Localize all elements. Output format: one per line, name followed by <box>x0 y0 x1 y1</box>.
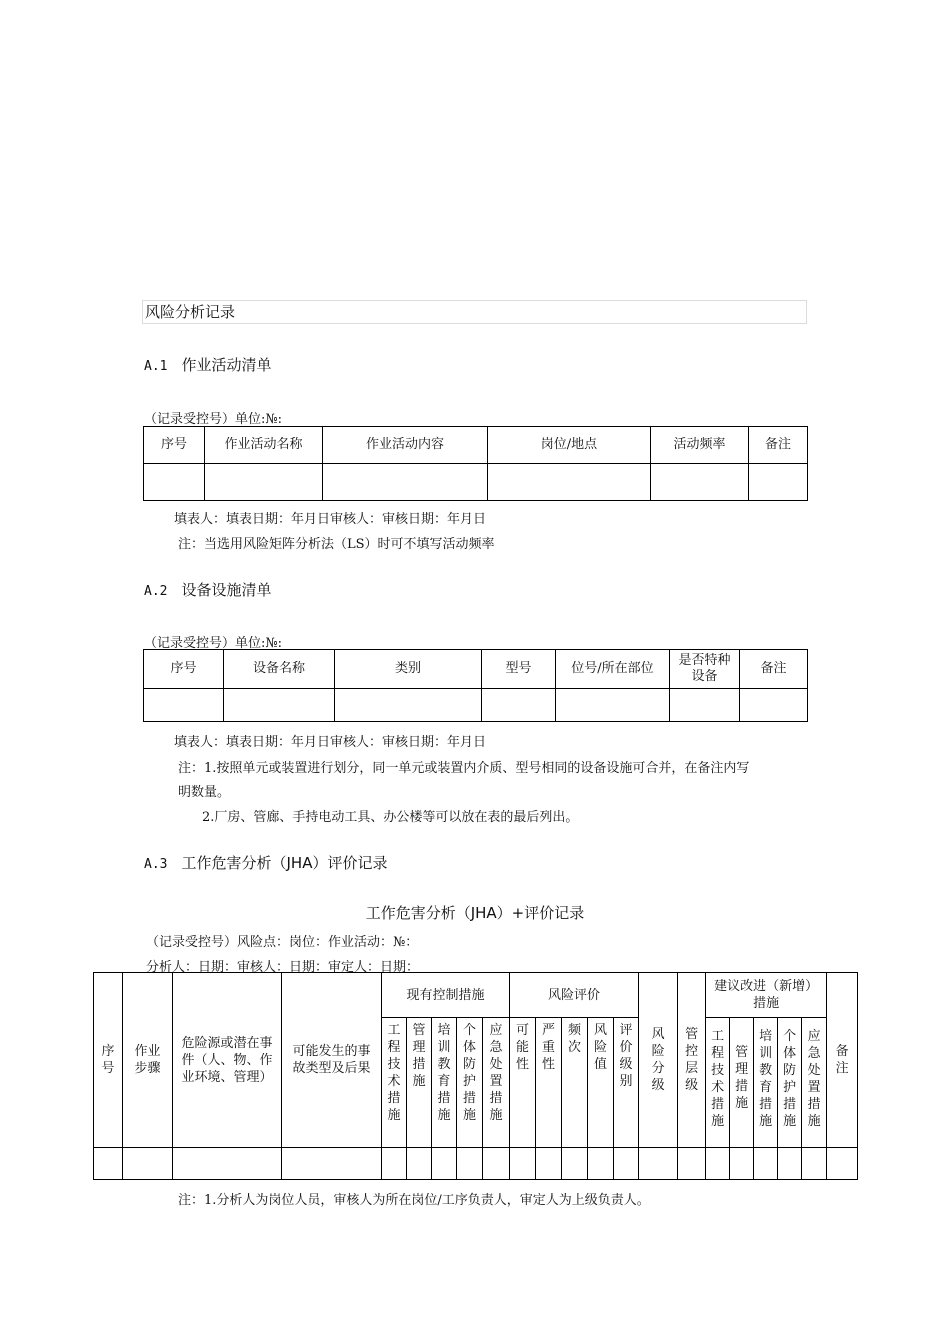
table-cell[interactable] <box>323 464 488 501</box>
table-cell[interactable] <box>94 1148 123 1180</box>
table-cell[interactable] <box>173 1148 282 1180</box>
jha-suggest-sub-emergency: 应急处置措施 <box>802 1018 827 1148</box>
section-a1-title: 作业活动清单 <box>181 356 272 374</box>
document-title: 风险分析记录 <box>142 300 807 324</box>
jha-current-sub-emergency: 应急处置措施 <box>483 1018 510 1148</box>
activity-header-remark: 备注 <box>749 427 808 464</box>
table-cell[interactable] <box>457 1148 483 1180</box>
equipment-header-category: 类别 <box>335 650 482 689</box>
a1-note: 注：当选用风险矩阵分析法（LS）时可不填写活动频率 <box>178 537 495 552</box>
section-a3-heading <box>144 852 387 873</box>
table-cell[interactable] <box>730 1148 754 1180</box>
table-cell[interactable] <box>614 1148 639 1180</box>
table-cell[interactable] <box>123 1148 173 1180</box>
table-cell[interactable] <box>754 1148 778 1180</box>
table-cell[interactable] <box>827 1148 858 1180</box>
jha-note: 注：1.分析人为岗位人员，审核人为所在岗位/工序负责人，审定人为上级负责人。 <box>178 1193 650 1208</box>
activity-header-frequency: 活动频率 <box>651 427 749 464</box>
table-cell[interactable] <box>432 1148 457 1180</box>
jha-current-sub-management: 管理措施 <box>407 1018 432 1148</box>
a1-record-meta: （记录受控号）单位:№: <box>144 412 283 427</box>
section-a2-title: 设备设施清单 <box>181 581 272 599</box>
jha-header-risk-evaluation: 风险评价 <box>510 973 639 1018</box>
a1-fill-line: 填表人：填表日期：年月日审核人：审核日期：年月日 <box>174 512 487 527</box>
jha-header-row-1 <box>94 973 858 1018</box>
table-cell[interactable] <box>488 464 651 501</box>
table-cell[interactable] <box>483 1148 510 1180</box>
table-cell[interactable] <box>651 464 749 501</box>
section-a1-heading <box>144 354 272 375</box>
jha-current-sub-ppe: 个体防护措施 <box>457 1018 483 1148</box>
table-cell[interactable] <box>335 689 482 722</box>
table-cell[interactable] <box>670 689 740 722</box>
activity-header-seq: 序号 <box>144 427 205 464</box>
section-a2-number: A.2 <box>144 584 168 599</box>
a2-note-1-cont: 明数量。 <box>178 785 231 800</box>
jha-suggest-sub-training: 培训教育措施 <box>754 1018 778 1148</box>
equipment-header-location: 位号/所在部位 <box>556 650 670 689</box>
a2-note-1: 注：1.按照单元或装置进行划分，同一单元或装置内介质、型号相同的设备设施可合并，在备注内写 <box>178 761 750 776</box>
table-cell[interactable] <box>382 1148 407 1180</box>
table-cell[interactable] <box>588 1148 614 1180</box>
jha-record-meta: （记录受控号）风险点：岗位：作业活动：№： <box>146 935 419 950</box>
jha-suggest-sub-management: 管理措施 <box>730 1018 754 1148</box>
equipment-header-remark: 备注 <box>740 650 808 689</box>
jha-eval-sub-severity: 严重性 <box>536 1018 562 1148</box>
a2-fill-line: 填表人：填表日期：年月日审核人：审核日期：年月日 <box>174 735 487 750</box>
table-cell[interactable] <box>407 1148 432 1180</box>
table-cell[interactable] <box>556 689 670 722</box>
table-cell[interactable] <box>224 689 335 722</box>
jha-header-suggested-measures: 建议改进（新增）措施 <box>706 973 827 1018</box>
table-cell[interactable] <box>678 1148 706 1180</box>
table-cell[interactable] <box>144 689 224 722</box>
jha-header-remark: 备注 <box>827 973 858 1148</box>
equipment-header-special: 是否特种设备 <box>670 650 740 689</box>
table-cell[interactable] <box>778 1148 802 1180</box>
jha-header-risk-class: 风险分级 <box>639 973 678 1148</box>
activity-list-table <box>143 426 808 501</box>
jha-header-current-controls: 现有控制措施 <box>382 973 510 1018</box>
jha-eval-sub-likelihood: 可能性 <box>510 1018 536 1148</box>
table-cell[interactable] <box>740 689 808 722</box>
jha-evaluation-table <box>93 972 858 1180</box>
equipment-table-header-row <box>144 650 808 689</box>
jha-eval-sub-level: 评价级别 <box>614 1018 639 1148</box>
jha-suggest-sub-engineering: 工程技术措施 <box>706 1018 730 1148</box>
jha-header-seq: 序号 <box>94 973 123 1148</box>
a2-record-meta: （记录受控号）单位:№: <box>144 636 283 651</box>
equipment-header-seq: 序号 <box>144 650 224 689</box>
table-cell[interactable] <box>510 1148 536 1180</box>
table-cell[interactable] <box>144 464 205 501</box>
activity-header-post: 岗位/地点 <box>488 427 651 464</box>
activity-header-content: 作业活动内容 <box>323 427 488 464</box>
section-a2-heading <box>144 579 272 600</box>
table-cell[interactable] <box>282 1148 382 1180</box>
section-a3-title: 工作危害分析（JHA）评价记录 <box>181 854 388 872</box>
table-row <box>144 689 808 722</box>
jha-header-control-level: 管控层级 <box>678 973 706 1148</box>
jha-eval-sub-risk-value: 风险值 <box>588 1018 614 1148</box>
table-row <box>144 464 808 501</box>
table-cell[interactable] <box>802 1148 827 1180</box>
activity-header-name: 作业活动名称 <box>205 427 323 464</box>
jha-table-title: 工作危害分析（JHA）+评价记录 <box>365 904 585 922</box>
jha-header-step: 作业步骤 <box>123 973 173 1148</box>
jha-current-sub-training: 培训教育措施 <box>432 1018 457 1148</box>
section-a1-number: A.1 <box>144 359 168 374</box>
jha-header-hazard: 危险源或潜在事件（人、物、作业环境、管理） <box>173 973 282 1148</box>
table-cell[interactable] <box>639 1148 678 1180</box>
table-cell[interactable] <box>749 464 808 501</box>
table-cell[interactable] <box>562 1148 588 1180</box>
jha-header-accident: 可能发生的事故类型及后果 <box>282 973 382 1148</box>
equipment-header-model: 型号 <box>482 650 556 689</box>
table-cell[interactable] <box>706 1148 730 1180</box>
jha-suggest-sub-ppe: 个体防护措施 <box>778 1018 802 1148</box>
table-cell[interactable] <box>205 464 323 501</box>
table-cell[interactable] <box>482 689 556 722</box>
table-row <box>94 1148 858 1180</box>
table-cell[interactable] <box>536 1148 562 1180</box>
jha-analyst-meta: 分析人：日期：审核人：日期：审定人：日期： <box>146 960 420 975</box>
a2-note-2: 2.厂房、管廊、手持电动工具、办公楼等可以放在表的最后列出。 <box>202 810 579 825</box>
jha-eval-sub-frequency: 频次 <box>562 1018 588 1148</box>
equipment-list-table <box>143 649 808 722</box>
jha-current-sub-engineering: 工程技术措施 <box>382 1018 407 1148</box>
activity-table-header-row <box>144 427 808 464</box>
section-a3-number: A.3 <box>144 857 168 872</box>
equipment-header-name: 设备名称 <box>224 650 335 689</box>
